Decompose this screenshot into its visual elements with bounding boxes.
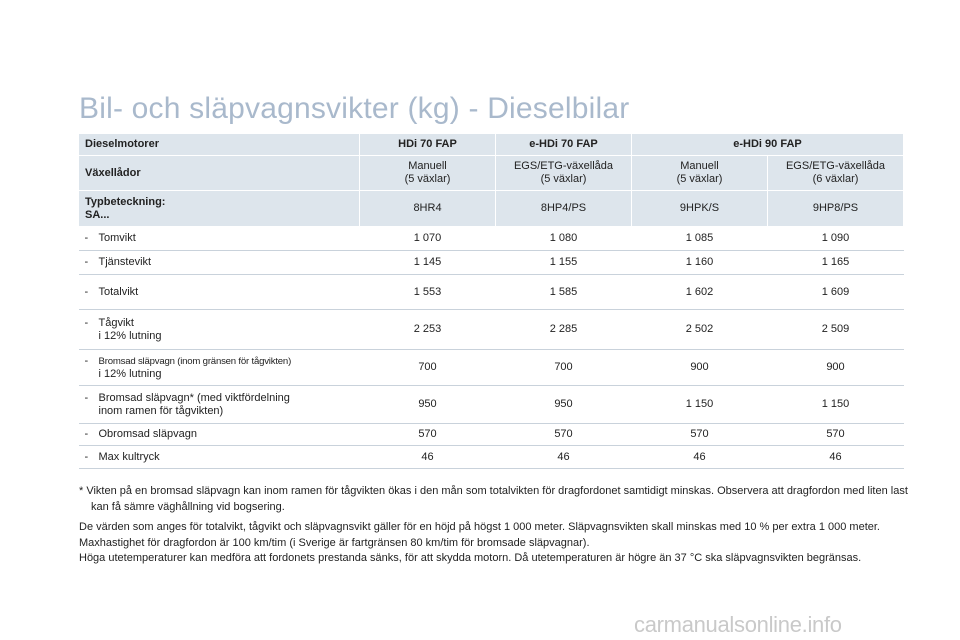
row-label: - Bromsad släpvagn* (med viktfördelning inom ramen för tågvikten): [79, 386, 360, 424]
table-cell: 1 165: [768, 251, 904, 275]
table-cell: 1 155: [496, 251, 632, 275]
table-row: [79, 446, 904, 469]
row-label: - Bromsad släpvagn (inom gränsen för tågvikten) i 12% lutning: [79, 350, 360, 386]
table-cell: 900: [632, 350, 768, 386]
table-cell: 2 253: [360, 310, 496, 350]
table-cell: 1 150: [632, 386, 768, 424]
table-row: [79, 275, 904, 310]
note-paragraph: Höga utetemperaturer kan medföra att fordonets prestanda sänks, för att skydda motorn. Då utetemperaturen är högre än 37 °C ska släpvagnsvikten begränsas.: [79, 552, 862, 564]
table-cell: 1 080: [496, 227, 632, 251]
type-cell: 8HP4/PS: [496, 191, 632, 227]
row-label: - Obromsad släpvagn: [79, 424, 360, 446]
table-row: [79, 251, 904, 275]
table-cell: 46: [496, 446, 632, 469]
table-cell: 46: [360, 446, 496, 469]
table-cell: 570: [768, 424, 904, 446]
row-label: - Totalvikt: [79, 275, 360, 310]
table-cell: 1 150: [768, 386, 904, 424]
table-cell: 700: [496, 350, 632, 386]
type-row: [79, 191, 904, 227]
table-row: [79, 227, 904, 251]
table-cell: 1 609: [768, 275, 904, 310]
row-label: - Tågvikt i 12% lutning: [79, 310, 360, 350]
table-cell: 2 502: [632, 310, 768, 350]
table-cell: 950: [496, 386, 632, 424]
table-cell: 570: [632, 424, 768, 446]
table-cell: 900: [768, 350, 904, 386]
table-cell: 1 070: [360, 227, 496, 251]
table-cell: 1 160: [632, 251, 768, 275]
note-paragraph: Maxhastighet för dragfordon är 100 km/tim (i Sverige är fartgränsen 80 km/tim för bromsade släpvagnar).: [79, 536, 590, 549]
page-title: Bil- och släpvagnsvikter (kg) - Dieselbilar: [79, 92, 630, 125]
type-cell: 9HPK/S: [632, 191, 768, 227]
engine-header-label: Dieselmotorer: [79, 134, 360, 156]
type-cell: 9HP8/PS: [768, 191, 904, 227]
table-row: [79, 350, 904, 386]
table-cell: 1 602: [632, 275, 768, 310]
table-cell: 46: [632, 446, 768, 469]
notes: [79, 520, 909, 567]
table-cell: 46: [768, 446, 904, 469]
table-cell: 570: [496, 424, 632, 446]
table-cell: 950: [360, 386, 496, 424]
table-cell: 1 145: [360, 251, 496, 275]
row-label: - Tjänstevikt: [79, 251, 360, 275]
gearbox-cell: Manuell (5 växlar): [632, 156, 768, 191]
gearbox-label: Växellådor: [79, 156, 360, 191]
note-paragraph: De värden som anges för totalvikt, tågvikt och släpvagnsvikt gäller för en höjd på högst 1 000 meter. Släpvagnsvikten skall minskas med 10 % per extra 1 000 meter.: [79, 521, 880, 533]
table-cell: 700: [360, 350, 496, 386]
watermark: carmanualsonline.info: [634, 612, 842, 637]
engine-header-ehdi90: e-HDi 90 FAP: [632, 134, 904, 156]
engine-header-row: [79, 134, 904, 156]
table-row: [79, 310, 904, 350]
table-cell: 1 553: [360, 275, 496, 310]
gearbox-row: [79, 156, 904, 191]
weights-table: [78, 133, 904, 469]
table-row: [79, 424, 904, 446]
row-label: - Tomvikt: [79, 227, 360, 251]
footnote: * Vikten på en bromsad släpvagn kan inom ramen för tågvikten ökas i den mån som totalvikten för dragfordonet samtidigt minskas. Observera att dragfordon med liten last kan få sämre väghållning vid bogsering.: [79, 485, 908, 513]
row-label: - Max kultryck: [79, 446, 360, 469]
gearbox-cell: EGS/ETG-växellåda (6 växlar): [768, 156, 904, 191]
gearbox-cell: Manuell (5 växlar): [360, 156, 496, 191]
table-cell: 2 509: [768, 310, 904, 350]
table-cell: 1 090: [768, 227, 904, 251]
type-label: Typbeteckning: SA...: [79, 191, 360, 227]
table-cell: 570: [360, 424, 496, 446]
table-cell: 1 085: [632, 227, 768, 251]
table-cell: 1 585: [496, 275, 632, 310]
engine-header-hdi70: HDi 70 FAP: [360, 134, 496, 156]
gearbox-cell: EGS/ETG-växellåda (5 växlar): [496, 156, 632, 191]
table-cell: 2 285: [496, 310, 632, 350]
table-row: [79, 386, 904, 424]
type-cell: 8HR4: [360, 191, 496, 227]
engine-header-ehdi70: e-HDi 70 FAP: [496, 134, 632, 156]
